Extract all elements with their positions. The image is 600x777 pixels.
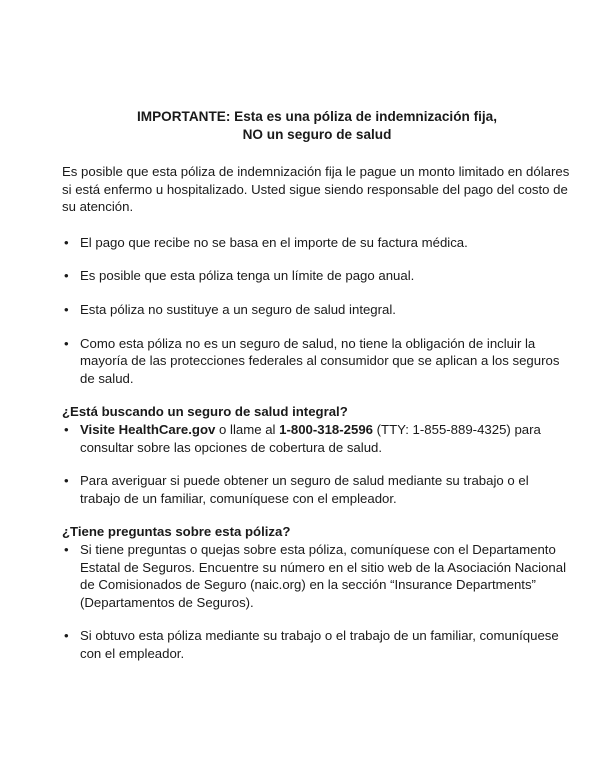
section-heading-comprehensive-insurance: ¿Está buscando un seguro de salud integral? — [62, 404, 348, 420]
list-item — [62, 421, 572, 456]
intro-paragraph: Es posible que esta póliza de indemnización fija le pague un monto limitado en dólares si está enfermo u hospitalizado. Usted sigue siendo responsable del pago del costo de su atención. — [62, 164, 570, 215]
list-item-text: (TTY: 1-855-889-4325) para consultar sobre las opciones de cobertura de salud. — [80, 421, 541, 455]
list-item: • Como esta póliza no es un seguro de salud, no tiene la obligación de incluir la mayoría de las protecciones federales al consumidor que se aplican a los seguros de salud. — [62, 335, 572, 388]
list-item: • Para averiguar si puede obtener un seguro de salud mediante su trabajo o el trabajo de un familiar, comuníquese con el empleador. — [62, 472, 572, 507]
document-title — [62, 108, 572, 144]
phone-number: 1-800-318-2596 — [279, 421, 373, 437]
list-item: • Esta póliza no sustituye a un seguro de salud integral. — [62, 301, 572, 319]
list-item: • Si tiene preguntas o quejas sobre esta póliza, comuníquese con el Departamento Estatal de Seguros. Encuentre su número en el sitio web de la Asociación Nacional de Comisionados de Seguro (naic.org) en la sección “Insurance Departments” (Departamentos de Seguros). — [62, 541, 572, 611]
section-heading-policy-questions: ¿Tiene preguntas sobre esta póliza? — [62, 524, 291, 540]
notice-bullet-list — [62, 234, 572, 388]
list-item: • Si obtuvo esta póliza mediante su trabajo o el trabajo de un familiar, comuníquese con el empleador. — [62, 627, 572, 662]
document-page — [62, 108, 572, 662]
list-item: • Es posible que esta póliza tenga un límite de pago anual. — [62, 267, 572, 285]
comprehensive-insurance-list — [62, 421, 572, 507]
title-line-2: NO un seguro de salud — [242, 127, 392, 142]
healthcare-gov-link[interactable]: Visite HealthCare.gov — [80, 421, 216, 437]
list-item-text: o llame al — [215, 421, 280, 437]
policy-questions-list — [62, 541, 572, 663]
title-line-1: IMPORTANTE: Esta es una póliza de indemnización fija, — [136, 109, 498, 124]
list-item: • El pago que recibe no se basa en el importe de su factura médica. — [62, 234, 572, 252]
